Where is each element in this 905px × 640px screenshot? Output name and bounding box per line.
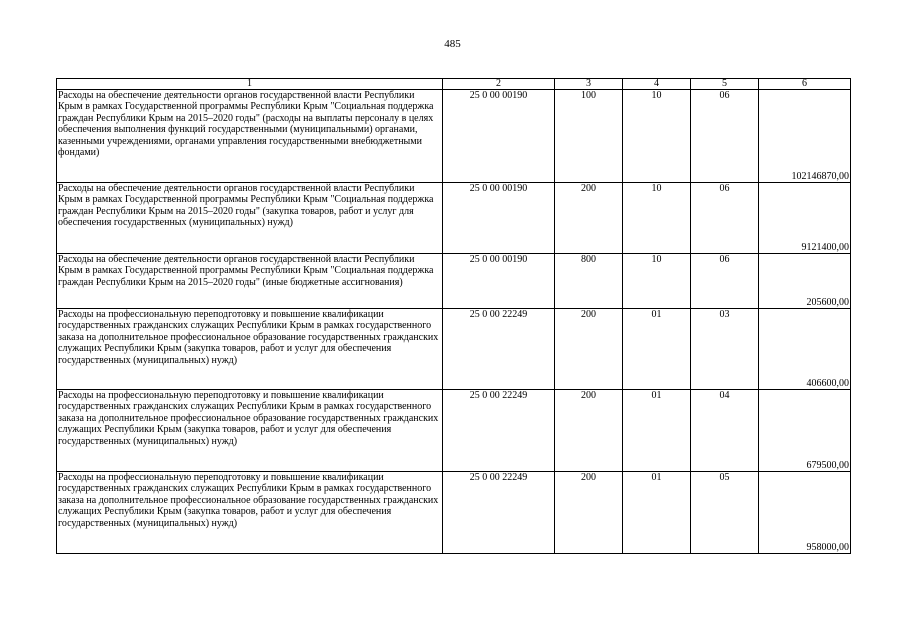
amount: 9121400,00 <box>759 183 851 254</box>
target-article-code: 25 0 00 22249 <box>443 472 555 554</box>
table-row <box>57 390 851 472</box>
section-code: 01 <box>623 309 691 390</box>
section-code: 01 <box>623 390 691 472</box>
table-row <box>57 90 851 183</box>
amount: 406600,00 <box>759 309 851 390</box>
table-header-row <box>57 79 851 90</box>
section-code: 01 <box>623 472 691 554</box>
expense-type-code: 200 <box>555 390 623 472</box>
target-article-code: 25 0 00 00190 <box>443 90 555 183</box>
row-description: Расходы на профессиональную переподготовку и повышение квалификации государственных гражданских служащих Республики Крым в рамках государственного заказа на дополнительное профессиональное образование государственных гражданских служащих Республики Крым (закупка товаров, работ и услуг для обеспечения государственных (муниципальных) нужд) <box>57 309 443 390</box>
target-article-code: 25 0 00 22249 <box>443 390 555 472</box>
table-row <box>57 183 851 254</box>
expense-type-code: 200 <box>555 472 623 554</box>
column-header: 6 <box>759 79 851 90</box>
column-header: 1 <box>57 79 443 90</box>
subsection-code: 06 <box>691 254 759 309</box>
target-article-code: 25 0 00 00190 <box>443 254 555 309</box>
subsection-code: 04 <box>691 390 759 472</box>
column-header: 5 <box>691 79 759 90</box>
expense-type-code: 200 <box>555 183 623 254</box>
section-code: 10 <box>623 254 691 309</box>
expense-type-code: 200 <box>555 309 623 390</box>
row-description: Расходы на обеспечение деятельности органов государственной власти Республики Крым в рамках Государственной программы Республики Крым "Социальная поддержка граждан Республики Крым на 2015–2020 годы" (расходы на выплаты персоналу в целях обеспечения выполнения функций государственными (муниципальными) органами, казенными учреждениями, органами управления государственными внебюджетными фондами) <box>57 90 443 183</box>
amount: 102146870,00 <box>759 90 851 183</box>
expense-type-code: 100 <box>555 90 623 183</box>
amount: 679500,00 <box>759 390 851 472</box>
table-row <box>57 472 851 554</box>
row-description: Расходы на профессиональную переподготовку и повышение квалификации государственных гражданских служащих Республики Крым в рамках государственного заказа на дополнительное профессиональное образование государственных гражданских служащих Республики Крым (закупка товаров, работ и услуг для обеспечения государственных (муниципальных) нужд) <box>57 390 443 472</box>
column-header: 4 <box>623 79 691 90</box>
subsection-code: 06 <box>691 183 759 254</box>
amount: 205600,00 <box>759 254 851 309</box>
column-header: 3 <box>555 79 623 90</box>
subsection-code: 06 <box>691 90 759 183</box>
subsection-code: 05 <box>691 472 759 554</box>
row-description: Расходы на профессиональную переподготовку и повышение квалификации государственных гражданских служащих Республики Крым в рамках государственного заказа на дополнительное профессиональное образование государственных гражданских служащих Республики Крым (закупка товаров, работ и услуг для обеспечения государственных (муниципальных) нужд) <box>57 472 443 554</box>
page-number: 485 <box>444 38 461 50</box>
amount: 958000,00 <box>759 472 851 554</box>
target-article-code: 25 0 00 22249 <box>443 309 555 390</box>
table-row <box>57 254 851 309</box>
row-description: Расходы на обеспечение деятельности органов государственной власти Республики Крым в рамках Государственной программы Республики Крым "Социальная поддержка граждан Республики Крым на 2015–2020 годы" (иные бюджетные ассигнования) <box>57 254 443 309</box>
row-description: Расходы на обеспечение деятельности органов государственной власти Республики Крым в рамках Государственной программы Республики Крым "Социальная поддержка граждан Республики Крым на 2015–2020 годы" (закупка товаров, работ и услуг для обеспечения государственных (муниципальных) нужд) <box>57 183 443 254</box>
column-header: 2 <box>443 79 555 90</box>
target-article-code: 25 0 00 00190 <box>443 183 555 254</box>
budget-table <box>56 78 851 554</box>
subsection-code: 03 <box>691 309 759 390</box>
expense-type-code: 800 <box>555 254 623 309</box>
table-row <box>57 309 851 390</box>
section-code: 10 <box>623 90 691 183</box>
section-code: 10 <box>623 183 691 254</box>
